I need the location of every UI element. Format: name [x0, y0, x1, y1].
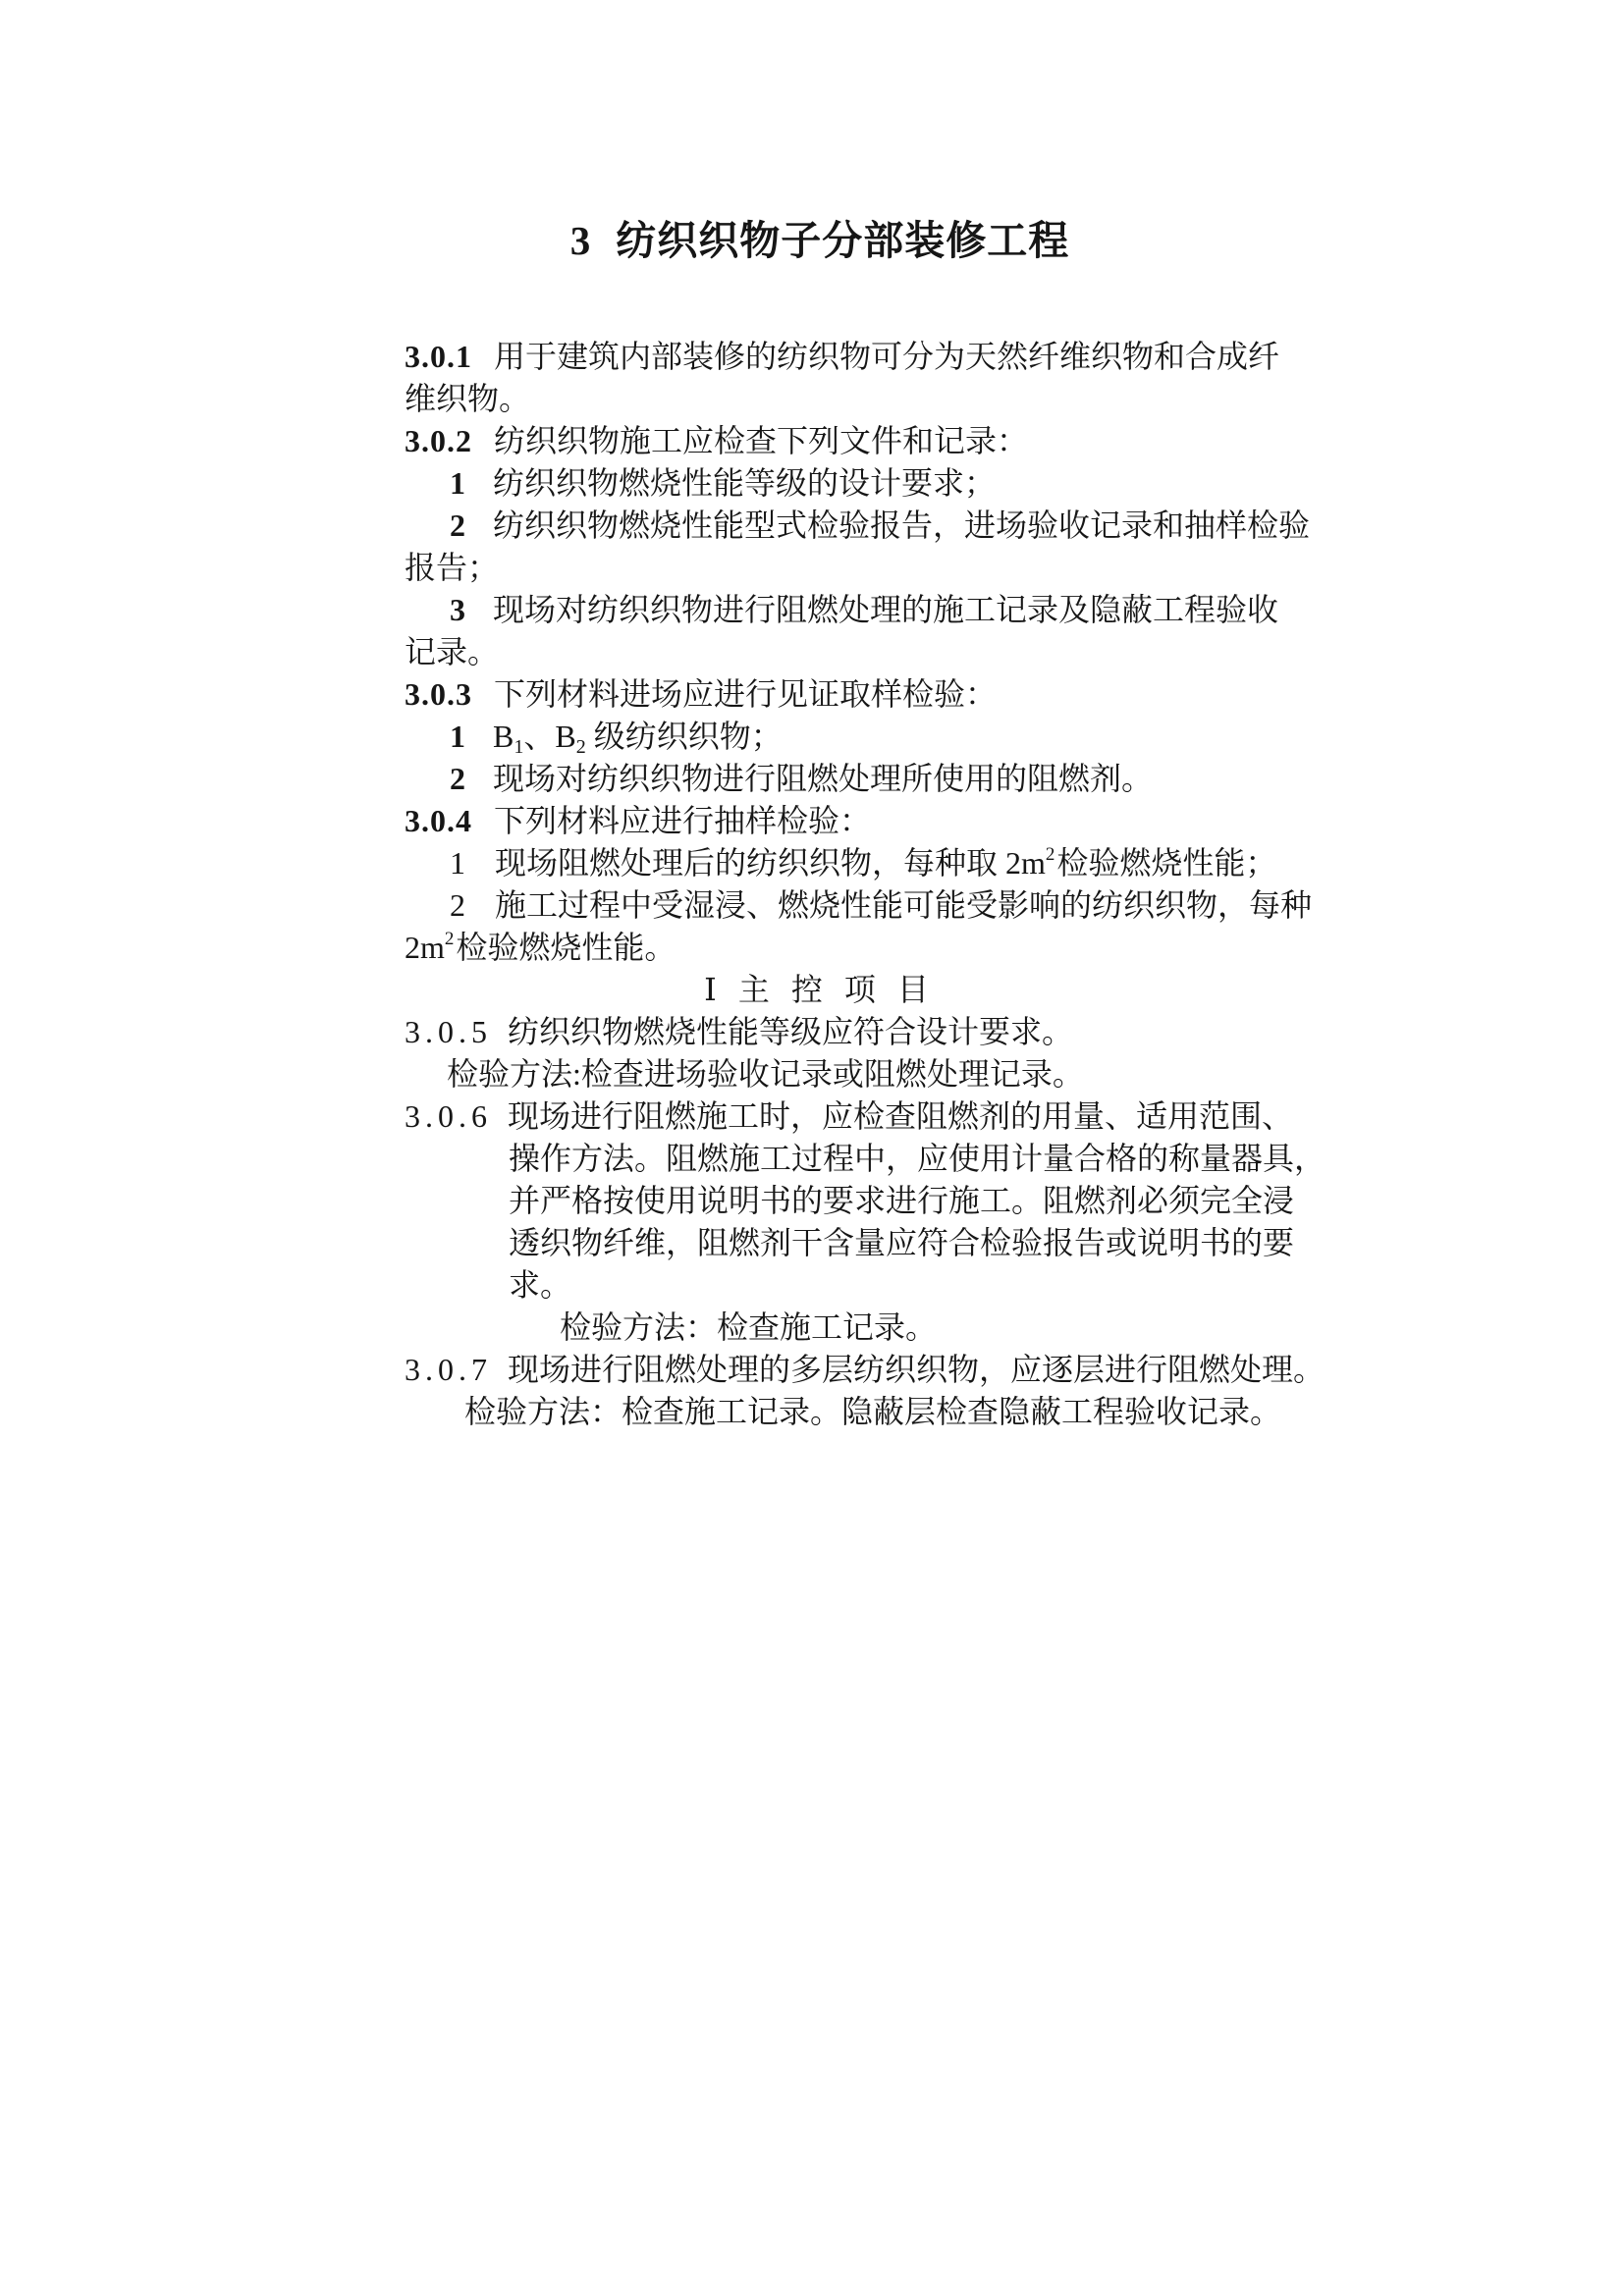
- list-item: [405, 589, 1279, 631]
- grade-b2-letter: 、B: [523, 719, 576, 754]
- item-number: 1: [450, 719, 465, 754]
- clause-text: 下列材料进场应进行见证取样检验：: [494, 676, 998, 712]
- clause-text: 操作方法。阻燃施工过程中，应使用计量合格的称量器具，: [509, 1141, 1326, 1176]
- clause-number: 3.0.3: [405, 676, 472, 712]
- item-text: 级纺织织物；: [593, 719, 783, 754]
- item-text: 2m: [405, 930, 445, 965]
- clause-3-0-7: [405, 1349, 1325, 1391]
- clause-3-0-6-line-5: [405, 1264, 1235, 1307]
- inspection-method: [405, 1391, 1282, 1433]
- list-item: [405, 505, 1311, 547]
- list-item-continuation: [405, 547, 1235, 589]
- clause-3-0-6-line-1: [405, 1095, 1294, 1138]
- item-number: 1: [450, 465, 465, 501]
- clause-3-0-6-line-2: [405, 1138, 1326, 1180]
- item-text: 纺织织物燃烧性能等级的设计要求；: [493, 465, 997, 501]
- square-meter-superscript: 2: [444, 929, 455, 949]
- item-text: 检验燃烧性能。: [456, 930, 676, 965]
- clause-3-0-3-intro: [405, 673, 1235, 716]
- clause-text: 纺织织物施工应检查下列文件和记录：: [494, 423, 1029, 458]
- clause-3-0-6-line-3: [405, 1180, 1295, 1222]
- item-text: 报告；: [405, 550, 500, 585]
- clause-3-0-2-intro: [405, 420, 1235, 462]
- clause-text: 并严格按使用说明书的要求进行施工。阻燃剂必须完全浸: [509, 1183, 1295, 1218]
- chapter-title-text: 纺织织物子分部装修工程: [616, 218, 1070, 263]
- chapter-number: 3: [569, 218, 591, 263]
- clause-text: 维织物。: [405, 381, 531, 416]
- clause-text: 透织物纤维，阻燃剂干含量应符合检验报告或说明书的要: [509, 1225, 1295, 1260]
- text-column: [405, 218, 1326, 1433]
- clause-text: 现场进行阻燃处理的多层纺织织物，应逐层进行阻燃处理。: [508, 1352, 1325, 1387]
- item-text: 现场对纺织织物进行阻燃处理所使用的阻燃剂。: [493, 761, 1154, 796]
- clause-text: 纺织织物燃烧性能等级应符合设计要求。: [508, 1014, 1074, 1049]
- clause-number: 3.0.7: [405, 1352, 492, 1387]
- item-text: 检验燃烧性能；: [1056, 845, 1277, 881]
- list-item-continuation: [405, 631, 1235, 673]
- list-item: [405, 884, 1313, 927]
- square-meter-superscript: 2: [1045, 844, 1055, 865]
- clause-3-0-1-line-2: [405, 378, 1235, 420]
- item-text: 记录。: [405, 634, 500, 669]
- item-number: 3: [450, 592, 465, 627]
- clause-text: 下列材料应进行抽样检验：: [494, 803, 872, 838]
- list-item-continuation: [405, 927, 1235, 969]
- clause-number: 3.0.5: [405, 1014, 492, 1049]
- list-item: [405, 462, 1235, 505]
- clause-text: 用于建筑内部装修的纺织物可分为天然纤维织物和合成纤: [494, 339, 1280, 374]
- clause-text: 现场进行阻燃施工时，应检查阻燃剂的用量、适用范围、: [508, 1098, 1294, 1134]
- item-text: 现场阻燃处理后的纺织织物，每种取 2m: [495, 845, 1046, 881]
- clause-3-0-4-intro: [405, 800, 1235, 842]
- list-item: [405, 716, 1235, 758]
- list-item: [405, 842, 1277, 884]
- item-text: 现场对纺织织物进行阻燃处理的施工记录及隐蔽工程验收: [493, 592, 1279, 627]
- grade-b2-subscript: 2: [575, 736, 586, 758]
- item-number: 2: [450, 507, 465, 543]
- clause-number: 3.0.2: [405, 423, 472, 458]
- chapter-title: [405, 218, 1235, 263]
- clause-3-0-1-line-1: [405, 336, 1280, 378]
- item-text: 纺织织物燃烧性能型式检验报告，进场验收记录和抽样检验: [493, 507, 1311, 543]
- inspection-method: [405, 1307, 1235, 1349]
- item-number: 2: [450, 761, 465, 796]
- document-body: [405, 336, 1326, 1433]
- inspection-method-text: 检验方法：检查施工记录。: [560, 1309, 938, 1345]
- item-number: 2: [450, 887, 465, 923]
- clause-number: 3.0.1: [405, 339, 472, 374]
- section-heading-main-control-items: Ⅰ 主 控 项 目: [704, 972, 936, 1007]
- clause-number: 3.0.4: [405, 803, 472, 838]
- item-text: 施工过程中受湿浸、燃烧性能可能受影响的纺织织物，每种: [495, 887, 1313, 923]
- inspection-method-text: 检验方法:检查进场验收记录或阻燃处理记录。: [447, 1056, 1084, 1092]
- inspection-method-text: 检验方法：检查施工记录。隐蔽层检查隐蔽工程验收记录。: [464, 1394, 1282, 1429]
- grade-b1-subscript: 1: [514, 736, 524, 758]
- clause-3-0-5: [405, 1011, 1235, 1053]
- clause-number: 3.0.6: [405, 1098, 492, 1134]
- list-item: [405, 758, 1235, 800]
- clause-3-0-6-line-4: [405, 1222, 1295, 1264]
- item-number: 1: [450, 845, 465, 881]
- grade-b1-letter: B: [493, 719, 514, 754]
- clause-text: 求。: [509, 1267, 572, 1303]
- inspection-method: [405, 1053, 1235, 1095]
